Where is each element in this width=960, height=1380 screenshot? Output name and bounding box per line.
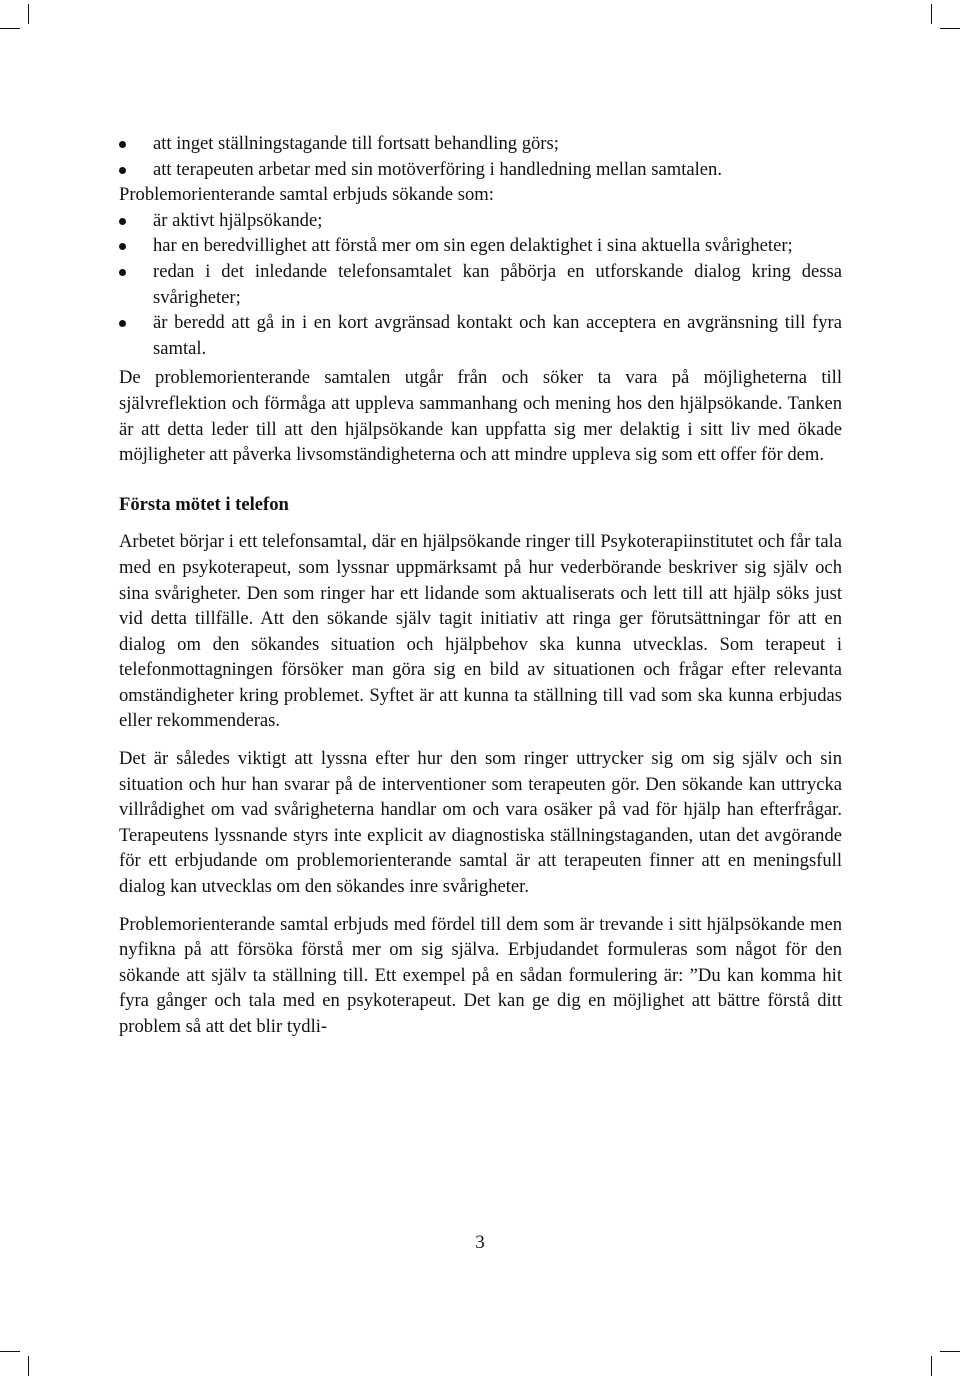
spacer — [119, 734, 842, 746]
crop-mark-bottom-left-h — [0, 1351, 20, 1352]
crop-mark-bottom-right-h — [940, 1351, 960, 1352]
bullet-icon — [119, 167, 126, 174]
crop-mark-top-right-v — [931, 4, 932, 24]
spacer — [119, 468, 842, 492]
bullet-icon — [119, 243, 126, 250]
list-item: att inget ställningstagande till fortsatt behandling görs; — [119, 131, 842, 157]
spacer — [119, 517, 842, 529]
list-item: att terapeuten arbetar med sin motöverföring i handledning mellan samtalen. — [119, 157, 842, 183]
paragraph: Problemorienterande samtal erbjuds med fördel till dem som är trevande i sitt hjälpsökande men nyfikna på att försöka förstå mer om sig själva. Erbjudandet formuleras som något för den sökande att själv ta ställning till. Ett exempel på en sådan formulering är: ”Du kan komma hit fyra gånger och tala med en psykoterapeut. Det kan ge dig en möjlighet att bättre förstå ditt problem så att det blir tydli- — [119, 913, 842, 1037]
paragraph: Det är således viktigt att lyssna efter hur den som ringer uttrycker sig om sig själv och sin situation och hur han svarar på de interventioner som terapeuten gör. Den sökande kan uttrycka villrådighet om vad svårigheterna handlar om och vara osäker på vad för hjälp han efterfrågar. Terapeutens lyssnande styrs inte explicit av diagnostiska ställningstaganden, utan det avgörande för ett erbjudande om problemorienterande samtal är att terapeuten finner att en meningsfull dialog kan utvecklas om den sökandes inre svårigheter. — [119, 748, 842, 898]
crop-mark-top-left-v — [28, 4, 29, 24]
list-item: är beredd att gå in i en kort avgränsad kontakt och kan acceptera en avgränsning till fyra samtal. — [119, 310, 842, 361]
spacer — [119, 900, 842, 912]
list-item: är aktivt hjälpsökande; — [119, 208, 842, 234]
bullet-list-conditions — [119, 131, 842, 182]
page-number: 3 — [475, 1232, 485, 1253]
crop-mark-bottom-left-v — [28, 1356, 29, 1376]
bullet-icon — [119, 269, 126, 276]
document-page — [119, 131, 842, 1040]
paragraph: Arbetet börjar i ett telefonsamtal, där en hjälpsökande ringer till Psykoterapiinstitutet och får tala med en psykoterapeut, som lyssnar uppmärksamt på hur vederbörande beskriver sig själv och sina svårigheter. Den som ringer har ett lidande som aktualiserats och lett till att hjälp söks just vid detta tillfälle. Att den sökande själv tagit initiativ att ringa ger förutsättningar för att en dialog om den sökandes situation och hjälpbehov ska kunna utvecklas. Som terapeut i telefonmottagningen försöker man göra sig en bild av situationen och frågar efter relevanta omständigheter kring problemet. Syftet är att kunna ta ställning till vad som ska kunna erbjudas eller rekommenderas. — [119, 531, 842, 732]
paragraph: De problemorienterande samtalen utgår från och söker ta vara på möjligheterna till självreflektion och förmåga att uppleva sammanhang och mening hos den hjälpsökande. Tanken är att detta leder till att den hjälpsökande kan uppfatta sig mer delaktig i sitt liv med ökade möjligheter att påverka livsomständigheterna och att mindre uppleva sig som ett offer för dem. — [119, 367, 842, 466]
bullet-list-criteria — [119, 208, 842, 362]
bullet-icon — [119, 218, 126, 225]
list-item: redan i det inledande telefonsamtalet kan påbörja en utforskande dialog kring dessa svårigheter; — [119, 259, 842, 310]
section-heading: Första mötet i telefon — [119, 493, 289, 515]
crop-mark-bottom-right-v — [931, 1356, 932, 1376]
bullet-icon — [119, 320, 126, 327]
crop-mark-top-right-h — [940, 28, 960, 29]
bullet-icon — [119, 141, 126, 148]
list-item: har en beredvillighet att förstå mer om sin egen delaktighet i sina aktuella svårigheter; — [119, 233, 842, 259]
intro-text: Problemorienterande samtal erbjuds sökande som: — [119, 184, 494, 206]
crop-mark-top-left-h — [0, 28, 20, 29]
